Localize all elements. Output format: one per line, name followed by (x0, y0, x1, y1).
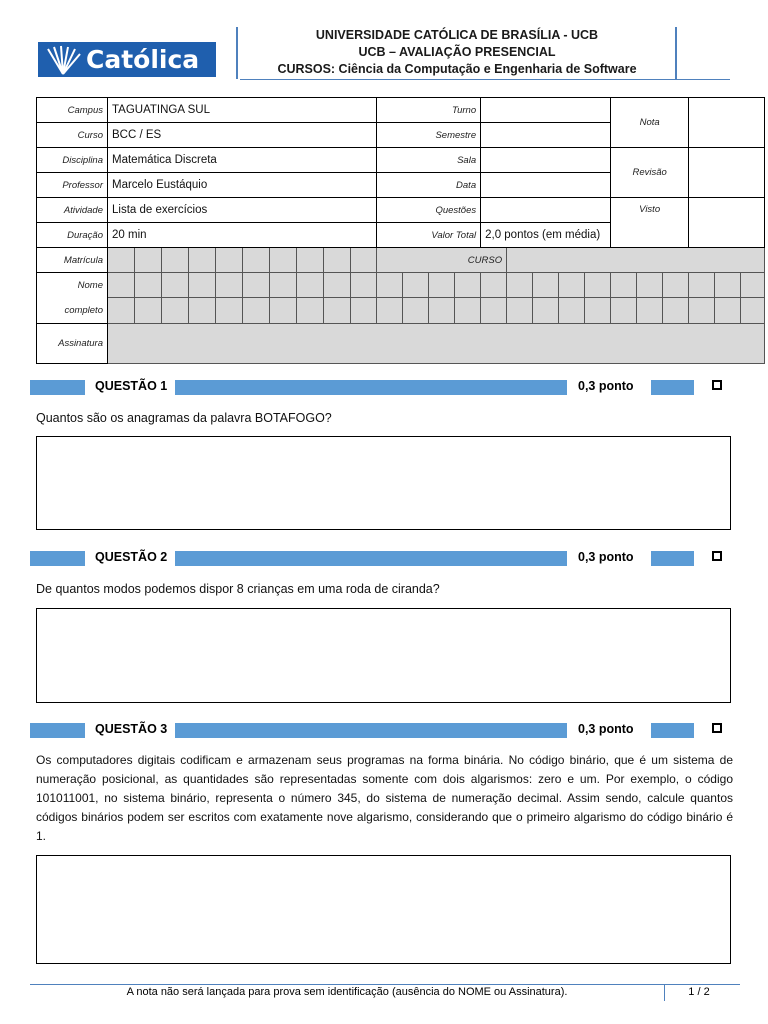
matricula-digit[interactable] (108, 248, 135, 273)
name-letter-box[interactable] (611, 298, 637, 324)
name-letter-box[interactable] (637, 273, 663, 298)
footer-note: A nota não será lançada para prova sem identificação (ausência do NOME ou Assinatura). (126, 986, 568, 998)
data-field[interactable] (481, 173, 611, 198)
matricula-digit[interactable] (297, 248, 324, 273)
name-letter-box[interactable] (108, 273, 135, 298)
data-label: Data (377, 173, 481, 198)
q2-answer-box[interactable] (36, 608, 731, 703)
logo-mark-icon (38, 42, 84, 77)
campus-value: TAGUATINGA SUL (108, 98, 377, 123)
q3-checkbox[interactable] (712, 723, 722, 733)
name-letter-box[interactable] (189, 298, 216, 324)
name-letter-box[interactable] (216, 298, 243, 324)
name-letter-box[interactable] (533, 298, 559, 324)
nota-label: Nota (611, 98, 689, 148)
university-name: UNIVERSIDADE CATÓLICA DE BRASÍLIA - UCB (315, 28, 599, 42)
disciplina-label: Disciplina (37, 148, 108, 173)
header-underline (240, 79, 730, 80)
q3-bar-middle (175, 723, 567, 738)
matricula-label: Matrícula (37, 248, 108, 273)
name-letter-box[interactable] (715, 298, 741, 324)
curso2-field[interactable] (507, 248, 765, 273)
name-letter-box[interactable] (741, 273, 765, 298)
courses-line: CURSOS: Ciência da Computação e Engenharia de Software (277, 62, 637, 76)
name-letter-box[interactable] (533, 273, 559, 298)
name-letter-box[interactable] (507, 298, 533, 324)
name-letter-box[interactable] (689, 298, 715, 324)
sala-label: Sala (377, 148, 481, 173)
name-letter-box[interactable] (351, 298, 377, 324)
name-letter-box[interactable] (481, 273, 507, 298)
professor-label: Professor (37, 173, 108, 198)
name-letter-box[interactable] (297, 273, 324, 298)
matricula-digit[interactable] (243, 248, 270, 273)
matricula-digit[interactable] (270, 248, 297, 273)
curso-label: Curso (37, 123, 108, 148)
curso-value: BCC / ES (108, 123, 377, 148)
matricula-digit[interactable] (189, 248, 216, 273)
footer-line (30, 984, 740, 985)
q1-answer-box[interactable] (36, 436, 731, 530)
name-letter-box[interactable] (162, 298, 189, 324)
q1-text: Quantos são os anagramas da palavra BOTAFOGO? (36, 411, 332, 425)
q3-answer-box[interactable] (36, 855, 731, 964)
matricula-digit[interactable] (216, 248, 243, 273)
revisao-label: Revisão (611, 148, 689, 198)
q1-title: QUESTÃO 1 (95, 379, 168, 393)
completo-label: completo (37, 298, 108, 324)
duracao-label: Duração (37, 223, 108, 248)
name-letter-box[interactable] (216, 273, 243, 298)
visto-field[interactable] (689, 198, 765, 248)
name-letter-box[interactable] (108, 298, 135, 324)
q2-bar-left (30, 551, 85, 566)
questoes-label: Questões (377, 198, 481, 223)
name-letter-box[interactable] (135, 298, 162, 324)
logo-text: Católica (86, 45, 200, 74)
q2-checkbox[interactable] (712, 551, 722, 561)
name-letter-box[interactable] (559, 298, 585, 324)
campus-label: Campus (37, 98, 108, 123)
name-letter-box[interactable] (507, 273, 533, 298)
q2-bar-middle (175, 551, 567, 566)
name-letter-box[interactable] (429, 273, 455, 298)
name-letter-box[interactable] (377, 298, 403, 324)
name-letter-box[interactable] (403, 273, 429, 298)
name-letter-box[interactable] (351, 273, 377, 298)
duracao-value: 20 min (108, 223, 377, 248)
name-letter-box[interactable] (162, 273, 189, 298)
q3-points: 0,3 ponto (578, 722, 634, 736)
sala-field[interactable] (481, 148, 611, 173)
catolica-logo (38, 42, 216, 77)
name-letter-box[interactable] (135, 273, 162, 298)
name-letter-box[interactable] (637, 298, 663, 324)
questoes-field[interactable] (481, 198, 611, 223)
name-letter-box[interactable] (455, 273, 481, 298)
revisao-field[interactable] (689, 148, 765, 198)
name-letter-box[interactable] (559, 273, 585, 298)
valor-total-label: Valor Total (377, 223, 481, 248)
nome-label: Nome (37, 273, 108, 298)
assinatura-field[interactable] (108, 324, 765, 364)
name-letter-box[interactable] (189, 273, 216, 298)
valor-total-value: 2,0 pontos (em média) (481, 223, 611, 248)
matricula-digit[interactable] (324, 248, 351, 273)
name-letter-box[interactable] (663, 298, 689, 324)
q3-title: QUESTÃO 3 (95, 722, 168, 736)
q1-bar-right (651, 380, 694, 395)
matricula-digit[interactable] (162, 248, 189, 273)
name-letter-box[interactable] (324, 298, 351, 324)
matricula-digit[interactable] (135, 248, 162, 273)
student-info-table (36, 97, 765, 364)
exam-type: UCB – AVALIAÇÃO PRESENCIAL (358, 45, 556, 59)
turno-label: Turno (377, 98, 481, 123)
atividade-label: Atividade (37, 198, 108, 223)
name-letter-box[interactable] (243, 273, 270, 298)
name-letter-box[interactable] (297, 298, 324, 324)
name-letter-box[interactable] (481, 298, 507, 324)
q2-bar-right (651, 551, 694, 566)
name-letter-box[interactable] (270, 273, 297, 298)
header-title (240, 27, 674, 78)
q3-bar-left (30, 723, 85, 738)
nota-field[interactable] (689, 98, 765, 148)
name-letter-box[interactable] (611, 273, 637, 298)
curso2-label: CURSO (377, 248, 507, 273)
assinatura-label: Assinatura (37, 324, 108, 364)
q1-bar-middle (175, 380, 567, 395)
semestre-field[interactable] (481, 123, 611, 148)
disciplina-value: Matemática Discreta (108, 148, 377, 173)
name-letter-box[interactable] (689, 273, 715, 298)
turno-field[interactable] (481, 98, 611, 123)
name-letter-box[interactable] (377, 273, 403, 298)
q2-title: QUESTÃO 2 (95, 550, 168, 564)
name-letter-box[interactable] (270, 298, 297, 324)
q3-text: Os computadores digitais codificam e armazenam seus programas na forma binária. No código binário, que é um sistema de numeração posicional, as quantidades são representadas somente com dois algarismos: zero e um. Por exemplo, o código 101011001, no sistema binário, representa o número 345, do sistema de numeração decimal. Assim sendo, calcule quantos códigos binários podem ser escritos com exatamente nove algarismo, considerando que o primeiro algarismo do código binário é 1. (36, 753, 733, 843)
name-letter-box[interactable] (715, 273, 741, 298)
name-letter-box[interactable] (455, 298, 481, 324)
header-divider-right (675, 27, 677, 79)
name-letter-box[interactable] (324, 273, 351, 298)
header-divider-left (236, 27, 238, 79)
name-letter-box[interactable] (741, 298, 765, 324)
name-letter-box[interactable] (663, 273, 689, 298)
semestre-label: Semestre (377, 123, 481, 148)
q1-bar-left (30, 380, 85, 395)
name-letter-box[interactable] (585, 298, 611, 324)
name-letter-box[interactable] (243, 298, 270, 324)
page-number: 1 / 2 (688, 986, 710, 998)
q2-text: De quantos modos podemos dispor 8 crianças em uma roda de ciranda? (36, 582, 440, 596)
matricula-digit[interactable] (351, 248, 377, 273)
name-letter-box[interactable] (429, 298, 455, 324)
visto-label: Visto (611, 198, 689, 248)
name-letter-box[interactable] (403, 298, 429, 324)
atividade-value: Lista de exercícios (108, 198, 377, 223)
q3-bar-right (651, 723, 694, 738)
q1-checkbox[interactable] (712, 380, 722, 390)
name-letter-box[interactable] (585, 273, 611, 298)
q2-points: 0,3 ponto (578, 550, 634, 564)
q1-points: 0,3 ponto (578, 379, 634, 393)
professor-value: Marcelo Eustáquio (108, 173, 377, 198)
